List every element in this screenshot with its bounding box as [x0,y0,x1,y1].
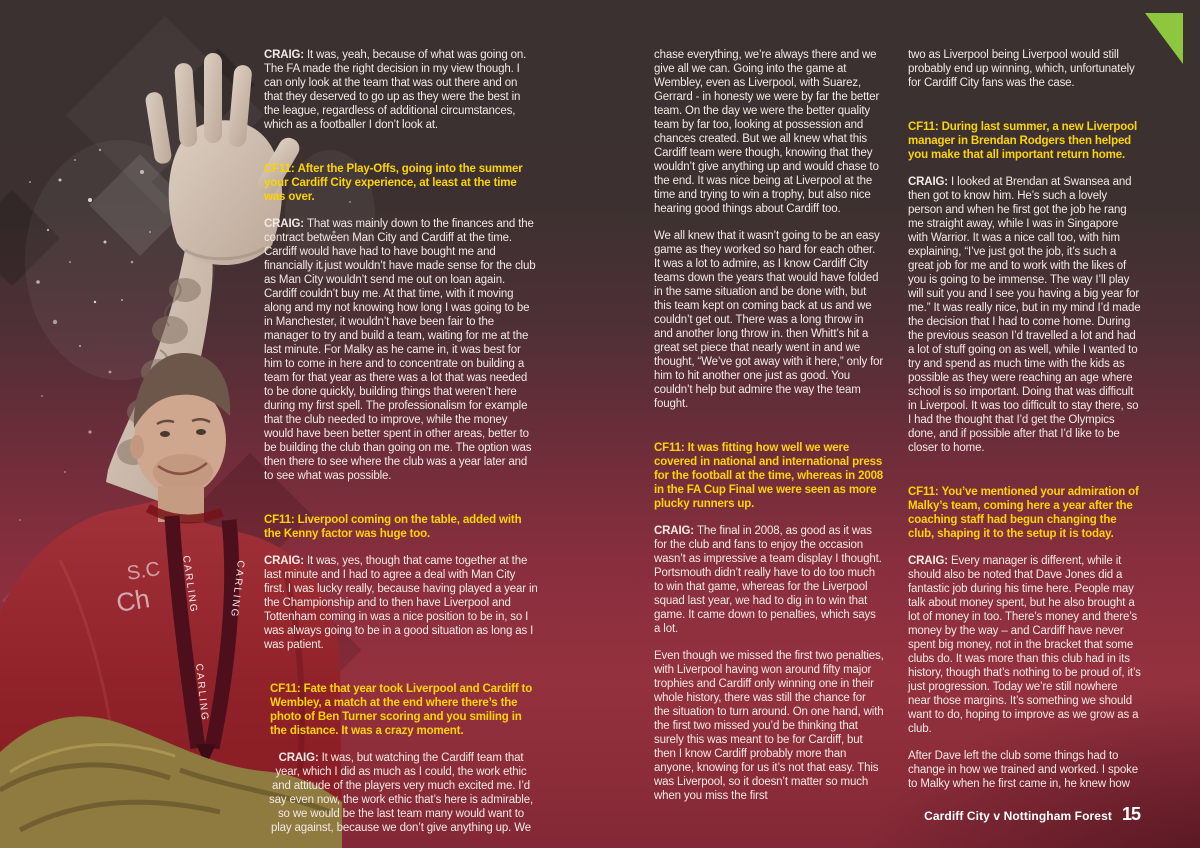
speaker-label: CRAIG: [908,555,948,567]
interview-answer [908,554,1141,736]
interview-question [264,162,538,204]
interview-paragraph [908,749,1141,791]
interview-paragraph [654,48,884,216]
speaker-label: CF11: [264,514,295,526]
page-number: 15 [1121,804,1140,824]
answer-text: It was, yeah, because of what was going on. The FA made the right decision in my view though. I can only look at the team that was out there and on that they deserved to go up as they were the best in the league, regardless of additional circumstances, which as a footballer I don’t look at. [264,49,527,131]
interview-answer [264,751,538,835]
interview-answer [264,217,538,483]
speaker-label: CF11: [908,121,939,133]
interview-question [908,120,1141,162]
svg-text:S.C: S.C [125,557,162,585]
answer-text: I looked at Brendan at Swansea and then got to know him. He’s such a lovely person and when he first got the job he rang me straight away, while I was in Singapore with Warrior. It was a nice call too, with him explaining, “I’ve just got the job, it’s such a great job for me and to work with the likes of you is going to be immense. The way I’ll play will suit you and I see you having a big year for me.” It was really nice, but in my mind I’d made the decision that I had to come home. During the previous season I’d travelled a lot and had a lot of stuff going on as well, while I wanted to try and spend as much time with the kids as possible as they were reaching an age where school is so important. Doing that was difficult in Liverpool. It was too difficult to stay there, so I had the thought that I’d get the Olympics done, and if possible after that I’d like to be closer to home. [908,176,1141,454]
speaker-label: CF11: [270,683,301,695]
footer-match-label: Cardiff City v Nottingham Forest [924,809,1112,823]
interview-answer [264,554,538,652]
svg-text:Ch: Ch [114,583,152,618]
question-text: During last summer, a new Liverpool manager in Brendan Rodgers then helped you make that all important return home. [908,121,1137,161]
svg-text:CARLING: CARLING [227,559,246,619]
interview-column-3 [908,48,1141,804]
interview-question [264,513,538,541]
question-text: Liverpool coming on the table, added with the Kenny factor was huge too. [264,514,522,540]
svg-text:CARLING: CARLING [193,663,211,723]
question-text: You’ve mentioned your admiration of Malky’s team, coming here a year after the coaching staff had begun changing the club, shaping it to the setup it is today. [908,486,1139,540]
interview-answer [908,175,1141,455]
speaker-label: CF11: [654,442,685,454]
answer-text: That was mainly down to the finances and the contract between Man City and Cardiff at the time. Cardiff would have had to have bought me and financially it just wouldn’t have made sense for the club as Man City wouldn’t send me out on loan again. Cardiff couldn’t buy me. At that time, with it moving along and my not knowing how long I was going to be in Manchester, it wouldn’t have been fair to the manager to try and build a team, waiting for me at the last minute. For Malky as he came in, it was best for him to come in here and to concentrate on building a team for that year as there was a lot that was needed to be done quickly, building things that weren’t here during my first spell. The professionalism for example that the club needed to improve, while the money would have been better spent in other areas, better to be building the club than going on me. The option was then there to see where the club was a year later and to see what was possible. [264,218,536,482]
interview-answer [264,48,538,132]
answer-text: Every manager is different, while it should also be noted that Dave Jones did a fantastic job during his time here. People may talk about money spent, but he also brought a lot of money in too. There’s money and there’s money by the way – and Cardiff have never spent big money, not in the bracket that some clubs do. It was more than this club had in its history, though that’s nothing to be proud of, it’s just progression. Today we’re still nowhere near those margins. It’s something we should want to do, hoping to improve as we grow as a club. [908,555,1141,735]
interview-question [908,485,1141,541]
question-text: Fate that year took Liverpool and Cardiff to Wembley, a match at the end where there’s the photo of Ben Turner scoring and you smiling in the distance. It was a crazy moment. [270,683,533,737]
interview-column-2 [654,48,884,816]
speaker-label: CF11: [908,486,939,498]
svg-text:CARLING: CARLING [180,554,200,615]
corner-accent-triangle [1145,13,1183,64]
question-text: After the Play-Offs, going into the summer your Cardiff City experience, at least at the time was over. [264,163,523,203]
interview-paragraph [654,229,884,411]
interview-paragraph [908,48,1141,90]
paragraph-text: two as Liverpool being Liverpool would still probably end up winning, which, unfortunately for Cardiff City fans was the case. [908,49,1135,89]
page-footer [924,804,1140,825]
answer-text: The final in 2008, as good as it was for the club and fans to enjoy the occasion wasn’t as impressive a team display I thought. Portsmouth didn’t really have to do too much to win that game, whereas for the Liverpool squad last year, we had to dig in to win that game. It came down to penalties, which says a lot. [654,525,882,635]
interview-column-1 [264,48,538,848]
interview-question [264,682,538,738]
speaker-label: CRAIG: [264,555,304,567]
speaker-label: CRAIG: [264,218,304,230]
speaker-label: CF11: [264,163,295,175]
paragraph-text: We all knew that it wasn’t going to be an easy game as they worked so hard for each other. It was a lot to admire, as I know Cardiff City teams down the years that would have folded in the same situation and be done with, but this team kept on coming back at us and we couldn’t get out. There was a long throw in and another long throw in. then Whitt’s hit a great set piece that nearly went in and we thought, “We’ve got away with it here,” only for him to hit another one just as good. You couldn’t help but admire the way the team fought. [654,230,884,410]
question-text: It was fitting how well we were covered in national and international press for the football at the time, whereas in 2008 in the FA Cup Final we were seen as more plucky runners up. [654,442,884,510]
speaker-label: CRAIG: [264,49,304,61]
interview-question [654,441,884,511]
paragraph-text: chase everything, we’re always there and we give all we can. Going into the game at Wembley, even as Liverpool, with Suarez, Gerrard - in honesty we were by far the better team. On the day we were the better quality team by far too, looking at possession and chances created. But we all knew what this Cardiff team were though, knowing that they wouldn’t give anything up and would chase to the end. It was nice being at Liverpool at the time and trying to win a trophy, but also nice hearing good things about Cardiff too. [654,49,880,215]
speaker-label: CRAIG: [654,525,694,537]
speaker-label: CRAIG: [908,176,948,188]
interview-answer [654,524,884,636]
answer-text: It was, yes, though that came together at the last minute and I had to agree a deal with Man City first. I was lucky really, because having played a year in the Championship and to then have Liverpool and Tottenham coming in was a nice position to be in, so I was always going to be in a good situation as long as I was patient. [264,555,538,651]
answer-text: It was, but watching the Cardiff team that year, which I did as much as I could, the work ethic and attitude of the players very much excited me. I’d say even now, the work ethic that’s here is admirable, so we would be the last team many would want to play against, because we don’t give anything up. We [269,752,533,834]
paragraph-text: Even though we missed the first two penalties, with Liverpool having won around fifty major trophies and Cardiff only winning one in their whole history, there was still the chance for the situation to turn around. On one hand, with the first two missed you’d be thinking that surely this was meant to be for Cardiff, but then I know Cardiff probably more than anyone, knowing for us it’s not that easy. This was Liverpool, so it doesn’t matter so much when you miss the first [654,650,884,802]
speaker-label: CRAIG: [278,752,319,764]
paragraph-text: After Dave left the club some things had to change in how we trained and worked. I spoke to Malky when he first came in, he knew how [908,750,1138,790]
interview-paragraph [654,649,884,803]
